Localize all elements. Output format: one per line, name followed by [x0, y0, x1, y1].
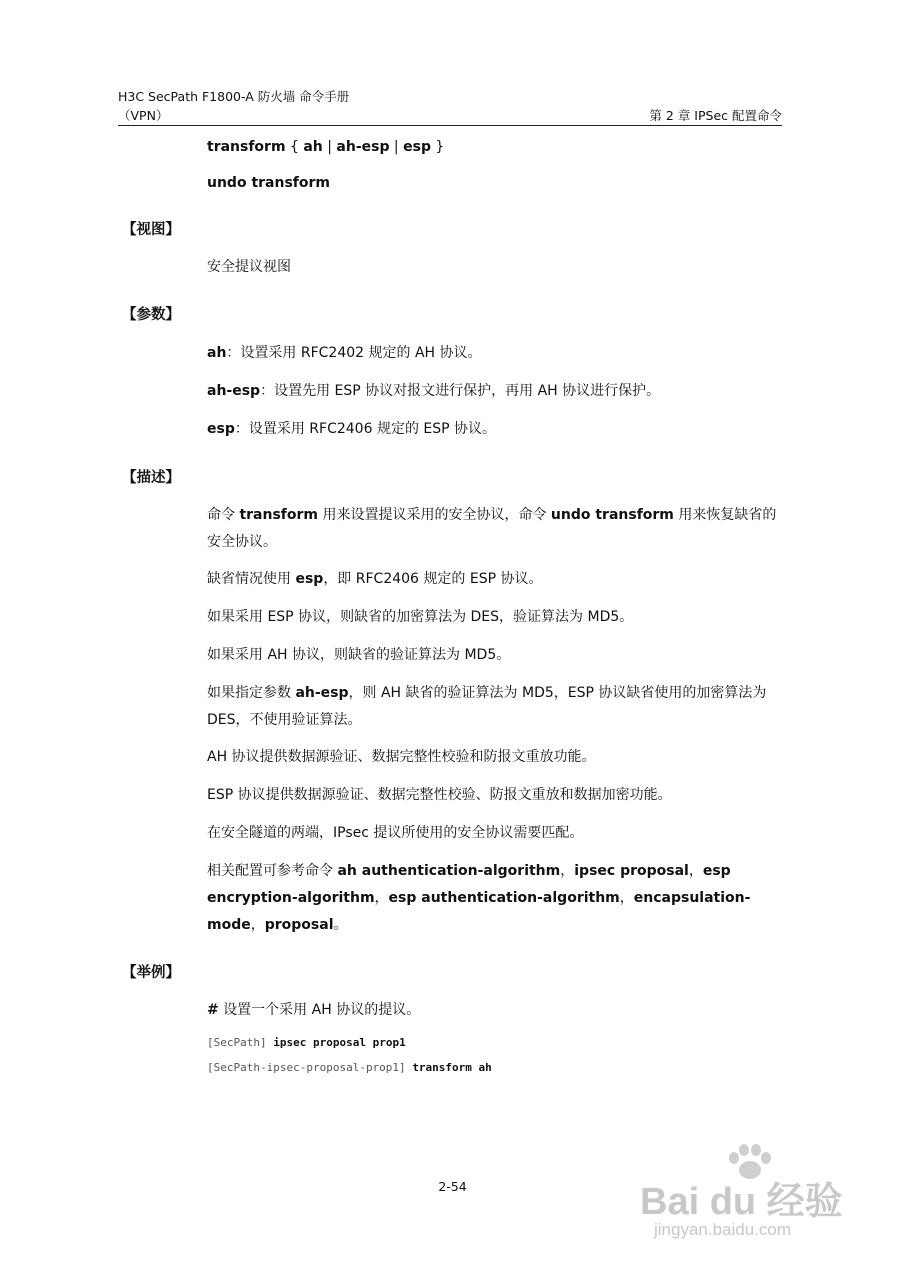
watermark-logo: Bai du 经验 — [640, 1181, 843, 1223]
desc-paragraph-7: ESP 协议提供数据源验证、数据完整性校验、防报文重放和数据加密功能。 — [207, 787, 672, 803]
param-desc: ：设置先用 ESP 协议对报文进行保护，再用 AH 协议进行保护。 — [260, 383, 661, 399]
code-prompt: [SecPath] — [207, 1036, 274, 1049]
syntax-option-ah-esp: ah-esp — [336, 139, 390, 155]
code-command: transform ah — [412, 1061, 492, 1074]
desc-paragraph-9: 相关配置可参考命令 ah authentication-algorithm，ipsec proposal，esp encryption-algorithm，esp authentication-algorithm，encapsulation-mode，proposal。 — [207, 863, 751, 933]
desc-heading: 【描述】 — [122, 470, 180, 486]
header-subtitle: （VPN） — [118, 108, 169, 123]
desc-paragraph-5: 如果指定参数 ah-esp，则 AH 缺省的验证算法为 MD5，ESP 协议缺省使用的加密算法为 DES，不使用验证算法。 — [207, 685, 767, 728]
example-comment — [207, 997, 782, 1024]
desc-paragraph-6: AH 协议提供数据源验证、数据完整性校验和防报文重放功能。 — [207, 749, 596, 765]
code-line — [207, 1061, 492, 1074]
baidu-watermark — [640, 1142, 870, 1252]
param-desc: ：设置采用 RFC2406 规定的 ESP 协议。 — [234, 421, 497, 437]
params-heading: 【参数】 — [122, 307, 180, 323]
code-line — [207, 1036, 406, 1049]
syntax-brace-close: } — [430, 139, 445, 155]
param-name: ah-esp — [207, 383, 261, 399]
example-heading: 【举例】 — [122, 965, 180, 981]
param-desc: ：设置采用 RFC2402 规定的 AH 协议。 — [226, 345, 482, 361]
param-item — [207, 340, 782, 367]
desc-paragraph-2: 缺省情况使用 esp，即 RFC2406 规定的 ESP 协议。 — [207, 571, 543, 587]
syntax-separator: | — [322, 139, 337, 155]
syntax-option-ah: ah — [303, 139, 323, 155]
watermark-url: jingyan.baidu.com — [654, 1220, 792, 1239]
param-name: ah — [207, 345, 227, 361]
desc-paragraph-3: 如果采用 ESP 协议，则缺省的加密算法为 DES，验证算法为 MD5。 — [207, 609, 634, 625]
desc-paragraph-1: 命令 transform 用来设置提议采用的安全协议，命令 undo transform 用来恢复缺省的安全协议。 — [207, 507, 777, 550]
param-item — [207, 378, 782, 405]
syntax-option-esp: esp — [403, 139, 431, 155]
syntax-keyword: transform — [207, 139, 286, 155]
view-text: 安全提议视图 — [207, 259, 291, 275]
syntax-line-1 — [207, 139, 444, 155]
header-title: H3C SecPath F1800-A 防火墙 命令手册 — [118, 89, 350, 104]
code-prompt: [SecPath-ipsec-proposal-prop1] — [207, 1061, 413, 1074]
param-name: esp — [207, 421, 235, 437]
comment-hash: # — [207, 1002, 219, 1018]
syntax-brace-open: { — [285, 139, 304, 155]
page-number: 2-54 — [438, 1179, 467, 1194]
comment-text: 设置一个采用 AH 协议的提议。 — [218, 1002, 421, 1018]
desc-paragraph-8: 在安全隧道的两端，IPsec 提议所使用的安全协议需要匹配。 — [207, 825, 584, 841]
param-item — [207, 416, 782, 443]
header-chapter: 第 2 章 IPSec 配置命令 — [649, 108, 782, 123]
syntax-separator: | — [389, 139, 404, 155]
code-command: ipsec proposal prop1 — [273, 1036, 406, 1049]
syntax-line-2: undo transform — [207, 175, 330, 191]
view-heading: 【视图】 — [122, 222, 180, 238]
header-rule — [118, 125, 782, 126]
desc-paragraph-4: 如果采用 AH 协议，则缺省的验证算法为 MD5。 — [207, 647, 511, 663]
